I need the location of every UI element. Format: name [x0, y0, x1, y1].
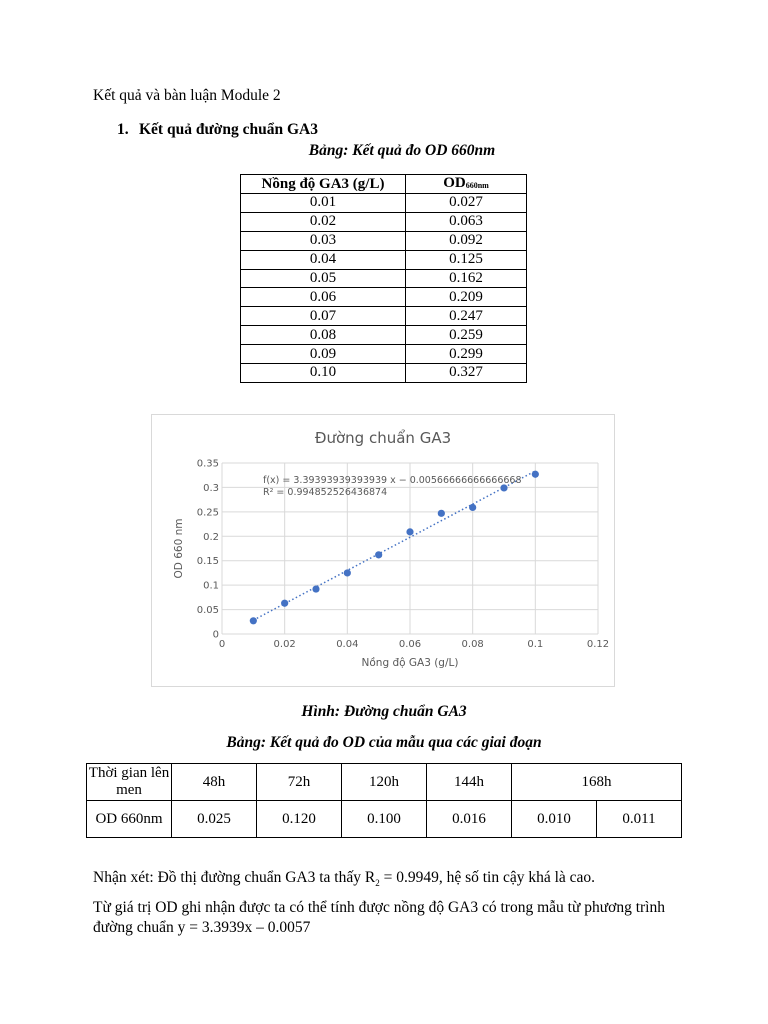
- calibration-chart: [151, 414, 615, 687]
- concentration-cell: 0.03: [241, 231, 406, 250]
- data-point: [250, 617, 257, 624]
- od-cell: 0.327: [406, 364, 527, 383]
- od-cell: 0.011: [597, 801, 682, 838]
- table-row: [241, 269, 527, 288]
- y-tick-label: 0.15: [196, 556, 219, 568]
- header-concentration: Nồng độ GA3 (g/L): [241, 175, 406, 194]
- table2-caption: Bảng: Kết quả đo OD của mẫu qua các giai đoạn: [226, 734, 542, 751]
- data-point: [438, 510, 445, 517]
- od-calibration-table-body: [241, 194, 527, 383]
- header-od-main: OD: [443, 175, 466, 191]
- y-tick-label: 0: [212, 629, 219, 641]
- y-tick-label: 0.2: [203, 531, 219, 543]
- data-point: [532, 471, 539, 478]
- table-row: [241, 194, 527, 213]
- od-cell: 0.299: [406, 345, 527, 364]
- concentration-cell: 0.09: [241, 345, 406, 364]
- concentration-cell: 0.06: [241, 288, 406, 307]
- table-row: [87, 764, 682, 801]
- header-od: [406, 175, 527, 194]
- header-od-sub: 660nm: [465, 181, 489, 190]
- page-heading: Kết quả và bàn luận Module 2: [93, 87, 281, 104]
- figure-caption: Hình: Đường chuẩn GA3: [301, 703, 467, 720]
- od-cell: 0.027: [406, 194, 527, 213]
- chart-title: Đường chuẩn GA3: [314, 429, 452, 447]
- remark-prefix: Nhận xét: Đồ thị đường chuẩn GA3 ta thấy R: [93, 869, 376, 886]
- table-row: [241, 345, 527, 364]
- time-cell: 144h: [427, 764, 512, 801]
- od-cell: 0.247: [406, 307, 527, 326]
- od-cell: 0.120: [257, 801, 342, 838]
- table-row: [241, 288, 527, 307]
- table1-caption: Bảng: Kết quả đo OD 660nm: [308, 142, 496, 159]
- x-tick-label: 0.1: [527, 639, 544, 650]
- x-tick-label: 0: [218, 639, 226, 650]
- section-number: 1.: [117, 121, 129, 138]
- od-cell: 0.100: [342, 801, 427, 838]
- od-cell: 0.209: [406, 288, 527, 307]
- y-axis-title: OD 660 nm: [173, 518, 185, 579]
- concentration-cell: 0.02: [241, 212, 406, 231]
- od-cell: 0.010: [512, 801, 597, 838]
- table-row: [241, 326, 527, 345]
- y-tick-label: 0.35: [196, 458, 219, 470]
- table-row: [241, 250, 527, 269]
- data-point: [312, 585, 319, 592]
- trendline-r-squared: R² = 0.994852526436874: [263, 487, 388, 498]
- time-cell: 120h: [342, 764, 427, 801]
- concentration-cell: 0.04: [241, 250, 406, 269]
- remark-suffix: = 0.9949, hệ số tin cậy khá là cao.: [379, 869, 596, 886]
- od-cell: 0.125: [406, 250, 527, 269]
- od-calibration-table: [240, 174, 527, 383]
- data-point: [375, 551, 382, 558]
- x-tick-label: 0.12: [586, 639, 610, 650]
- od-cell: 0.259: [406, 326, 527, 345]
- od-cell: 0.016: [427, 801, 512, 838]
- remark-subscript: 2: [375, 878, 380, 889]
- row-label-od: OD 660nm: [87, 801, 172, 838]
- time-cell: 48h: [172, 764, 257, 801]
- sample-od-table: [86, 763, 682, 838]
- row-label-time: Thời gian lên men: [87, 764, 172, 801]
- y-tick-label: 0.25: [196, 507, 219, 519]
- table-row: [87, 801, 682, 838]
- x-tick-label: 0.06: [398, 639, 422, 650]
- od-cell: 0.025: [172, 801, 257, 838]
- od-cell: 0.063: [406, 212, 527, 231]
- section-title: [117, 121, 318, 139]
- data-point: [406, 528, 413, 535]
- table-row: [241, 307, 527, 326]
- x-axis-title: Nồng độ GA3 (g/L): [361, 657, 459, 669]
- concentration-cell: 0.07: [241, 307, 406, 326]
- concentration-cell: 0.05: [241, 269, 406, 288]
- time-cell: 168h: [512, 764, 682, 801]
- chart-canvas: [152, 415, 614, 686]
- y-tick-label: 0.3: [203, 482, 219, 494]
- od-cell: 0.092: [406, 231, 527, 250]
- data-point: [281, 600, 288, 607]
- x-tick-label: 0.04: [336, 639, 359, 650]
- y-tick-label: 0.1: [203, 580, 219, 592]
- remark-text: [93, 869, 595, 888]
- trendline-equation: f(x) = 3.39393939393939 x − 0.00566666666666668: [263, 475, 522, 486]
- data-point: [344, 569, 351, 576]
- concentration-cell: 0.01: [241, 194, 406, 213]
- x-tick-label: 0.02: [273, 639, 296, 650]
- y-tick-label: 0.05: [196, 605, 219, 617]
- conclusion-paragraph: Từ giá trị OD ghi nhận được ta có thể tính được nồng độ GA3 có trong mẫu từ phương trình đường chuẩn y = 3.3939x – 0.0057: [93, 899, 665, 936]
- concentration-cell: 0.10: [241, 364, 406, 383]
- concentration-cell: 0.08: [241, 326, 406, 345]
- od-cell: 0.162: [406, 269, 527, 288]
- time-cell: 72h: [257, 764, 342, 801]
- data-point: [469, 504, 476, 511]
- table-row: [241, 364, 527, 383]
- x-tick-label: 0.08: [461, 639, 484, 650]
- section-title-text: Kết quả đường chuẩn GA3: [139, 121, 318, 138]
- table-row: [241, 212, 527, 231]
- table-row: [241, 231, 527, 250]
